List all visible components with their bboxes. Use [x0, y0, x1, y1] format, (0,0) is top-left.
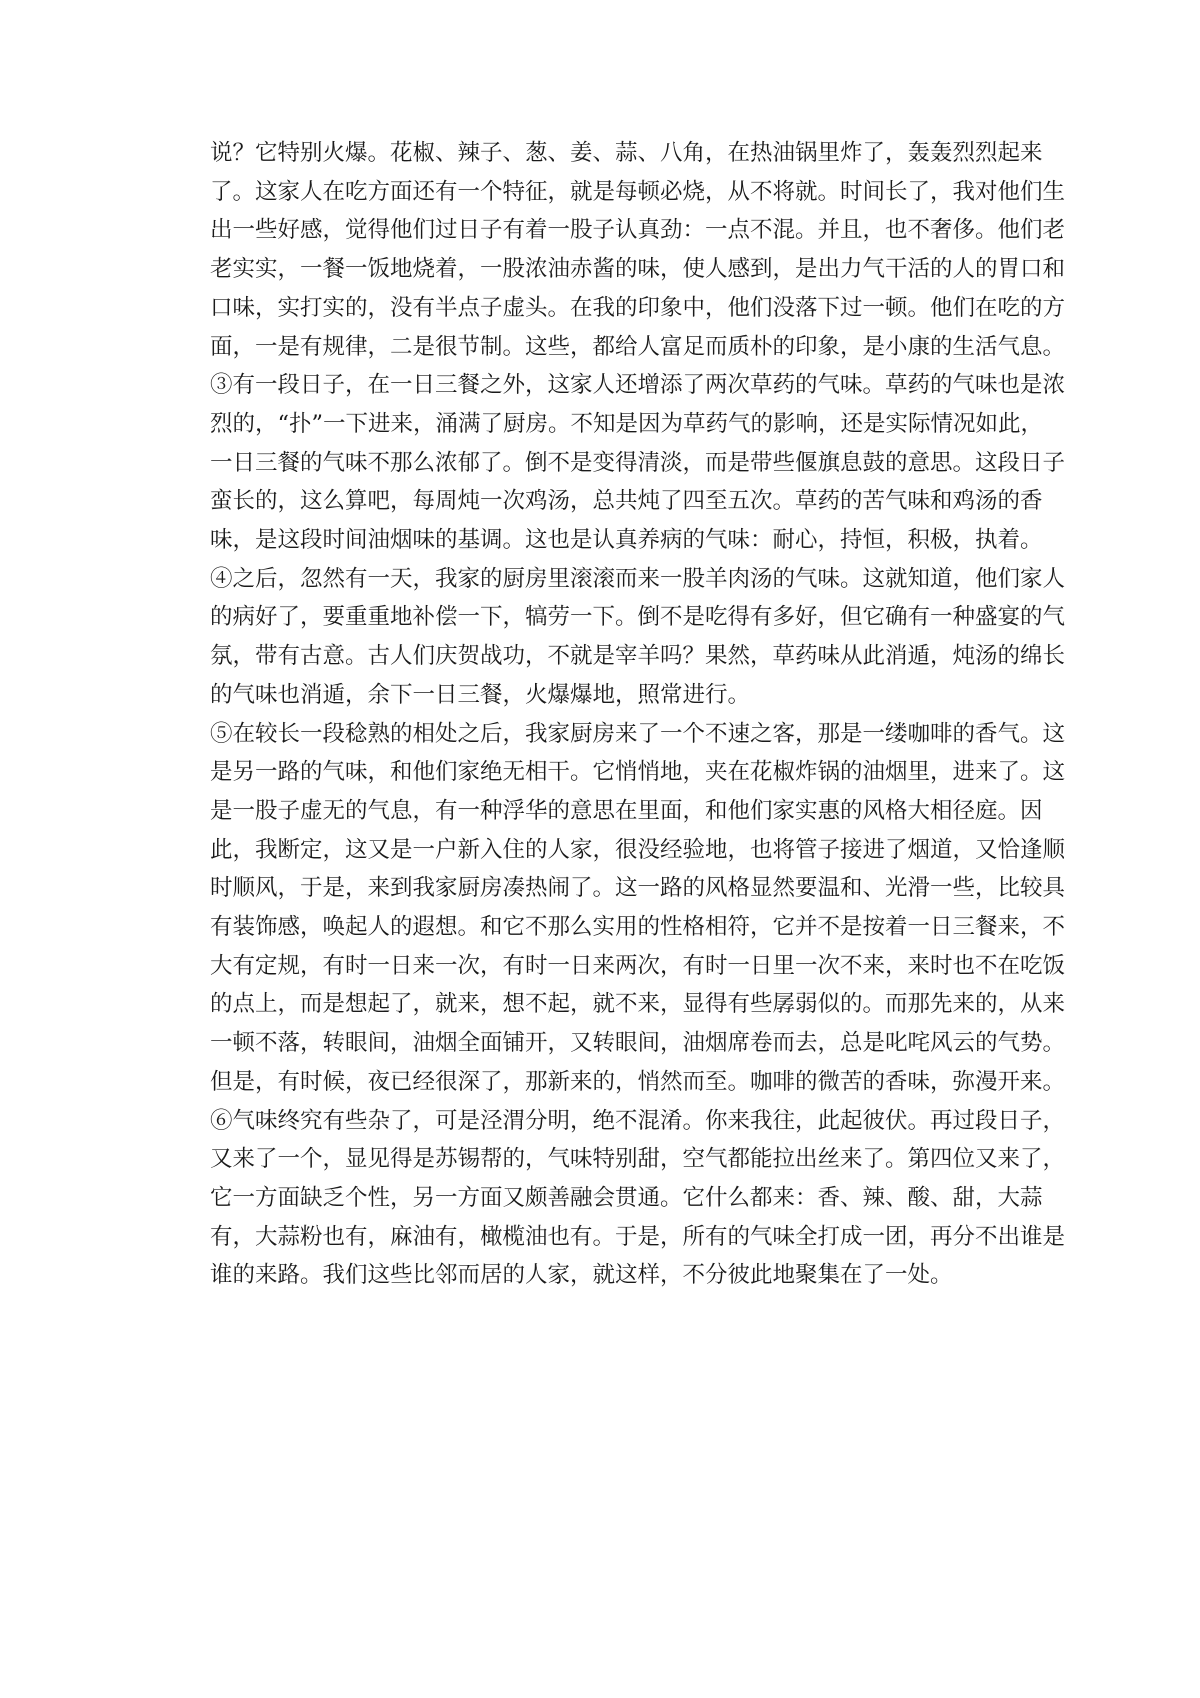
text-line: 谁的来路。我们这些比邻而居的人家，就这样，不分彼此地聚集在了一处。	[210, 1262, 953, 1289]
text-line: 说？它特别火爆。花椒、辣子、葱、姜、蒜、八角，在热油锅里炸了，轰轰烈烈起来	[210, 140, 1043, 166]
text-line: 的点上，而是想起了，就来，想不起，就不来，显得有些孱弱似的。而那先来的，从来	[210, 991, 1066, 1018]
text-line: 但是，有时候，夜已经很深了，那新来的，悄然而至。咖啡的微苦的香味，弥漫开来。	[210, 1068, 1066, 1095]
text-line: ③有一段日子，在一日三餐之外，这家人还增添了两次草药的气味。草药的气味也是浓	[210, 372, 1066, 399]
text-line: 又来了一个，显见得是苏锡帮的，气味特别甜，空气都能拉出丝来了。第四位又来了，	[210, 1146, 1066, 1173]
text-line: ⑥气味终究有些杂了，可是泾渭分明，绝不混淆。你来我往，此起彼伏。再过段日子，	[210, 1107, 1066, 1134]
text-line: 味，是这段时间油烟味的基调。这也是认真养病的气味：耐心，持恒，积极，执着。	[210, 527, 1043, 553]
text-line: 它一方面缺乏个性，另一方面又颇善融会贯通。它什么都来：香、辣、酸、甜，大蒜	[210, 1184, 1043, 1211]
text-line: 口味，实打实的，没有半点子虚头。在我的印象中，他们没落下过一顿。他们在吃的方	[210, 294, 1066, 321]
text-line: 时顺风，于是，来到我家厨房凑热闹了。这一路的风格显然要温和、光滑一些，比较具	[210, 875, 1066, 902]
text-line: 了。这家人在吃方面还有一个特征，就是每顿必烧，从不将就。时间长了，我对他们生	[210, 178, 1066, 205]
text-line: 是另一路的气味，和他们家绝无相干。它悄悄地，夹在花椒炸锅的油烟里，进来了。这	[210, 759, 1066, 786]
text-line: 出一些好感，觉得他们过日子有着一股子认真劲：一点不混。并且，也不奢侈。他们老	[210, 217, 1066, 244]
text-line: 蛮长的，这么算吧，每周炖一次鸡汤，总共炖了四至五次。草药的苦气味和鸡汤的香	[210, 488, 1043, 515]
text-line: 大有定规，有时一日来一次，有时一日来两次，有时一日里一次不来，来时也不在吃饭	[210, 952, 1066, 979]
text-line: 烈的，“扑”一下进来，涌满了厨房。不知是因为草药气的影响，还是实际情况如此，	[210, 410, 1044, 437]
text-line: 老实实，一餐一饭地烧着，一股浓油赤酱的味，使人感到，是出力气干活的人的胃口和	[210, 256, 1066, 283]
text-line: 一日三餐的气味不那么浓郁了。倒不是变得清淡，而是带些偃旗息鼓的意思。这段日子	[210, 449, 1066, 476]
text-line: 的病好了，要重重地补偿一下，犒劳一下。倒不是吃得有多好，但它确有一种盛宴的气	[210, 604, 1066, 631]
text-line: ④之后，忽然有一天，我家的厨房里滚滚而来一股羊肉汤的气味。这就知道，他们家人	[210, 565, 1066, 592]
text-line: 面，一是有规律，二是很节制。这些，都给人富足而质朴的印象，是小康的生活气息。	[210, 333, 1066, 360]
text-line: 一顿不落，转眼间，油烟全面铺开，又转眼间，油烟席卷而去，总是叱咤风云的气势。	[210, 1030, 1066, 1057]
text-line: 有，大蒜粉也有，麻油有，橄榄油也有。于是，所有的气味全打成一团，再分不出谁是	[210, 1223, 1066, 1250]
text-line: 此，我断定，这又是一户新入住的人家，很没经验地，也将管子接进了烟道，又恰逢顺	[210, 836, 1066, 863]
text-line: 的气味也消遁，余下一日三餐，火爆爆地，照常进行。	[210, 681, 751, 708]
text-line: ⑤在较长一段稔熟的相处之后，我家厨房来了一个不速之客，那是一缕咖啡的香气。这	[210, 720, 1066, 747]
text-line: 氛，带有古意。古人们庆贺战功，不就是宰羊吗？果然，草药味从此消遁，炖汤的绵长	[210, 643, 1066, 670]
text-line: 是一股子虚无的气息，有一种浮华的意思在里面，和他们家实惠的风格大相径庭。因	[210, 797, 1043, 824]
text-line: 有装饰感，唤起人的遐想。和它不那么实用的性格相符，它并不是按着一日三餐来，不	[210, 914, 1066, 940]
